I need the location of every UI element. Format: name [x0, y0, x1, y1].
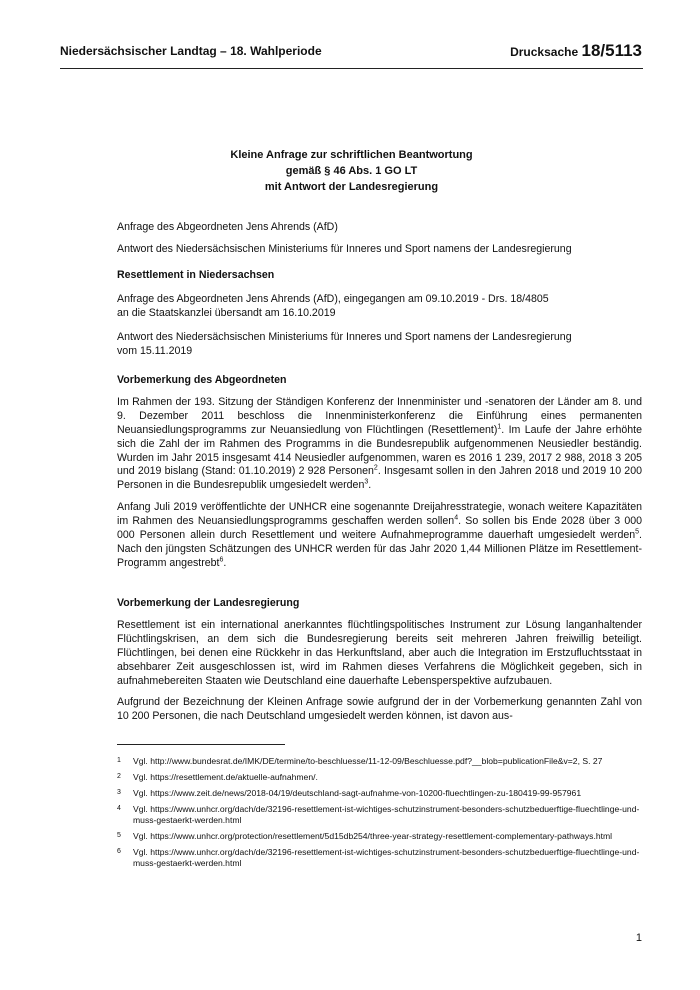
section-heading: Vorbemerkung des Abgeordneten [117, 374, 287, 386]
intro-question-line: Anfrage des Abgeordneten Jens Ahrends (AfD) [117, 221, 338, 233]
text-run: . So sollen bis Ende 2028 über 3 000 000 Personen allein durch Resettlement und weitere Aufnahmeprogramme dauerhaft umgesiedelt werden [117, 515, 642, 542]
page-number: 1 [635, 932, 642, 944]
paragraph: Resettlement ist ein international anerkanntes flüchtlingspolitisches Instrument zur Lösung langanhaltender Flüchtlingskrisen, an dem sich die Bundesregierung bereits seit mehreren Jahren freiwillig beteiligt. Flüchtlingen, bei denen eine Rückkehr in das Herkunftsland, aber auch die Integration im Erstzufluchtsstaat in absehbarer Zeit ausgeschlossen ist, wird im Rahmen dieses Verfahrens die Möglichkeit gegeben, sich in aufnahmebereiten Staaten wie Deutschland eine dauerhafte Lebensperspektive aufzubauen. [117, 618, 642, 687]
footnote-ref: 1 [497, 423, 502, 431]
footnote [117, 847, 642, 869]
answer-note [117, 331, 642, 359]
footnote-text: Vgl. https://www.unhcr.org/dach/de/32196-resettlement-ist-wichtiges-schutzinstrument-besonders-schutzbeduerftige-fluechtlinge-und-muss-gestaerkt-werden.html [133, 847, 640, 868]
received-line-1: Anfrage des Abgeordneten Jens Ahrends (AfD), eingegangen am 09.10.2019 - Drs. 18/4805 [117, 292, 549, 305]
paragraph [117, 396, 642, 493]
document-number [510, 41, 642, 61]
vorbemerkung-landesregierung-section [117, 597, 642, 731]
footnote-number: 6 [117, 848, 121, 855]
footnote-text: Vgl. https://resettlement.de/aktuelle-aufnahmen/. [133, 772, 318, 782]
intro-section [117, 221, 642, 264]
header-rule [60, 68, 643, 69]
topic-section [117, 269, 642, 366]
footnote [117, 788, 642, 799]
title-line: mit Antwort der Landesregierung [264, 181, 439, 193]
text-run: . Insgesamt sollen in den Jahren 2018 und 2019 10 200 Personen in die Bundesrepublik umgesiedelt werden [117, 465, 642, 492]
answer-line-1: Antwort des Niedersächsischen Ministeriums für Inneres und Sport namens der Landesregierung [117, 330, 572, 343]
footnote-rule [117, 744, 285, 745]
footnote-number: 3 [117, 789, 121, 796]
footnote-ref: 3 [364, 478, 369, 486]
paragraph [117, 501, 642, 571]
footnote-ref: 6 [219, 556, 224, 564]
footnote-ref: 5 [635, 528, 640, 536]
document-number-value: 18/5113 [581, 41, 642, 60]
footnotes [117, 756, 642, 874]
parliament-header: Niedersächsischer Landtag – 18. Wahlperiode [60, 44, 322, 58]
footnote-ref: 2 [373, 464, 378, 472]
document-label: Drucksache [510, 45, 579, 59]
footnote [117, 772, 642, 783]
intro-answer-line: Antwort des Niedersächsischen Ministeriums für Inneres und Sport namens der Landesregierung [117, 242, 572, 255]
footnote-text: Vgl. https://www.unhcr.org/dach/de/32196-resettlement-ist-wichtiges-schutzinstrument-besonders-schutzbeduerftige-fluechtlinge-und-muss-gestaerkt-werden.html [133, 804, 640, 825]
text-run: . [368, 479, 372, 492]
footnote-number: 4 [117, 805, 121, 812]
footnote [117, 804, 642, 826]
title-line: Kleine Anfrage zur schriftlichen Beantwortung [230, 149, 473, 161]
text-run: . [223, 556, 227, 569]
footnote-text: Vgl. https://www.zeit.de/news/2018-04/19/deutschland-sagt-aufnahme-von-10200-fluechtlingen-zu-180419-99-957961 [133, 788, 582, 798]
text-run: . Im Laufe der Jahre erhöhte sich die Zahl der im Rahmen des Programms in die Bundesrepublik aufgenommenen Neusiedler beständig. Wurden im Jahr 2015 insgesamt 414 Neusiedler aufgenommen, waren es 2016 1 239, 2017 2 988, 2018 3 205 und 2019 bislang (Stand: 01.10.2019) 2 928 Personen [117, 423, 642, 478]
footnote [117, 756, 642, 767]
answer-line-2: vom 15.11.2019 [117, 344, 193, 357]
document-title [60, 147, 643, 195]
paragraph: Aufgrund der Bezeichnung der Kleinen Anfrage sowie aufgrund der in der Vorbemerkung genannten Zahl von 10 200 Personen, die nach Deutschland umgesiedelt werden können, ist davon aus- [117, 696, 642, 723]
footnote-text: Vgl. http://www.bundesrat.de/IMK/DE/termine/to-beschluesse/11-12-09/Beschluesse.pdf?__blob=publicationFile&v=2, S. 27 [133, 756, 603, 766]
footnote-number: 2 [117, 773, 121, 780]
footnote-ref: 4 [454, 514, 459, 522]
footnote-number: 1 [117, 757, 121, 764]
title-line: gemäß § 46 Abs. 1 GO LT [285, 165, 418, 177]
text-run: . Nach den jüngsten Schätzungen des UNHCR werden für das Jahr 2020 1,44 Millionen Plätze im Resettlement-Programm angestrebt [117, 529, 642, 569]
text-run: Im Rahmen der 193. Sitzung der Ständigen Konferenz der Innenminister und -senatoren der Länder am 8. und 9. Dezember 2011 beschloss die Innenministerkonferenz die Einführung eines permanenten Neuansiedlungsprogramms zur Neuansiedlung von Flüchtlingen (Resettlement) [117, 395, 642, 436]
footnote [117, 831, 642, 842]
footnote-text: Vgl. https://www.unhcr.org/protection/resettlement/5d15db254/three-year-strategy-resettlement-complementary-pathways.html [133, 831, 613, 841]
vorbemerkung-abgeordneter-section [117, 374, 642, 578]
text-run: Anfang Juli 2019 veröffentlichte der UNHCR eine sogenannte Dreijahresstrategie, wonach weitere Kapazitäten im Rahmen des Neuansiedlungsprogramms geschaffen werden sollen [117, 501, 642, 528]
footnote-number: 5 [117, 832, 121, 839]
received-note [117, 293, 642, 321]
section-heading: Vorbemerkung der Landesregierung [117, 597, 300, 609]
received-line-2: an die Staatskanzlei übersandt am 16.10.2019 [117, 306, 336, 319]
topic-heading: Resettlement in Niedersachsen [117, 269, 275, 281]
